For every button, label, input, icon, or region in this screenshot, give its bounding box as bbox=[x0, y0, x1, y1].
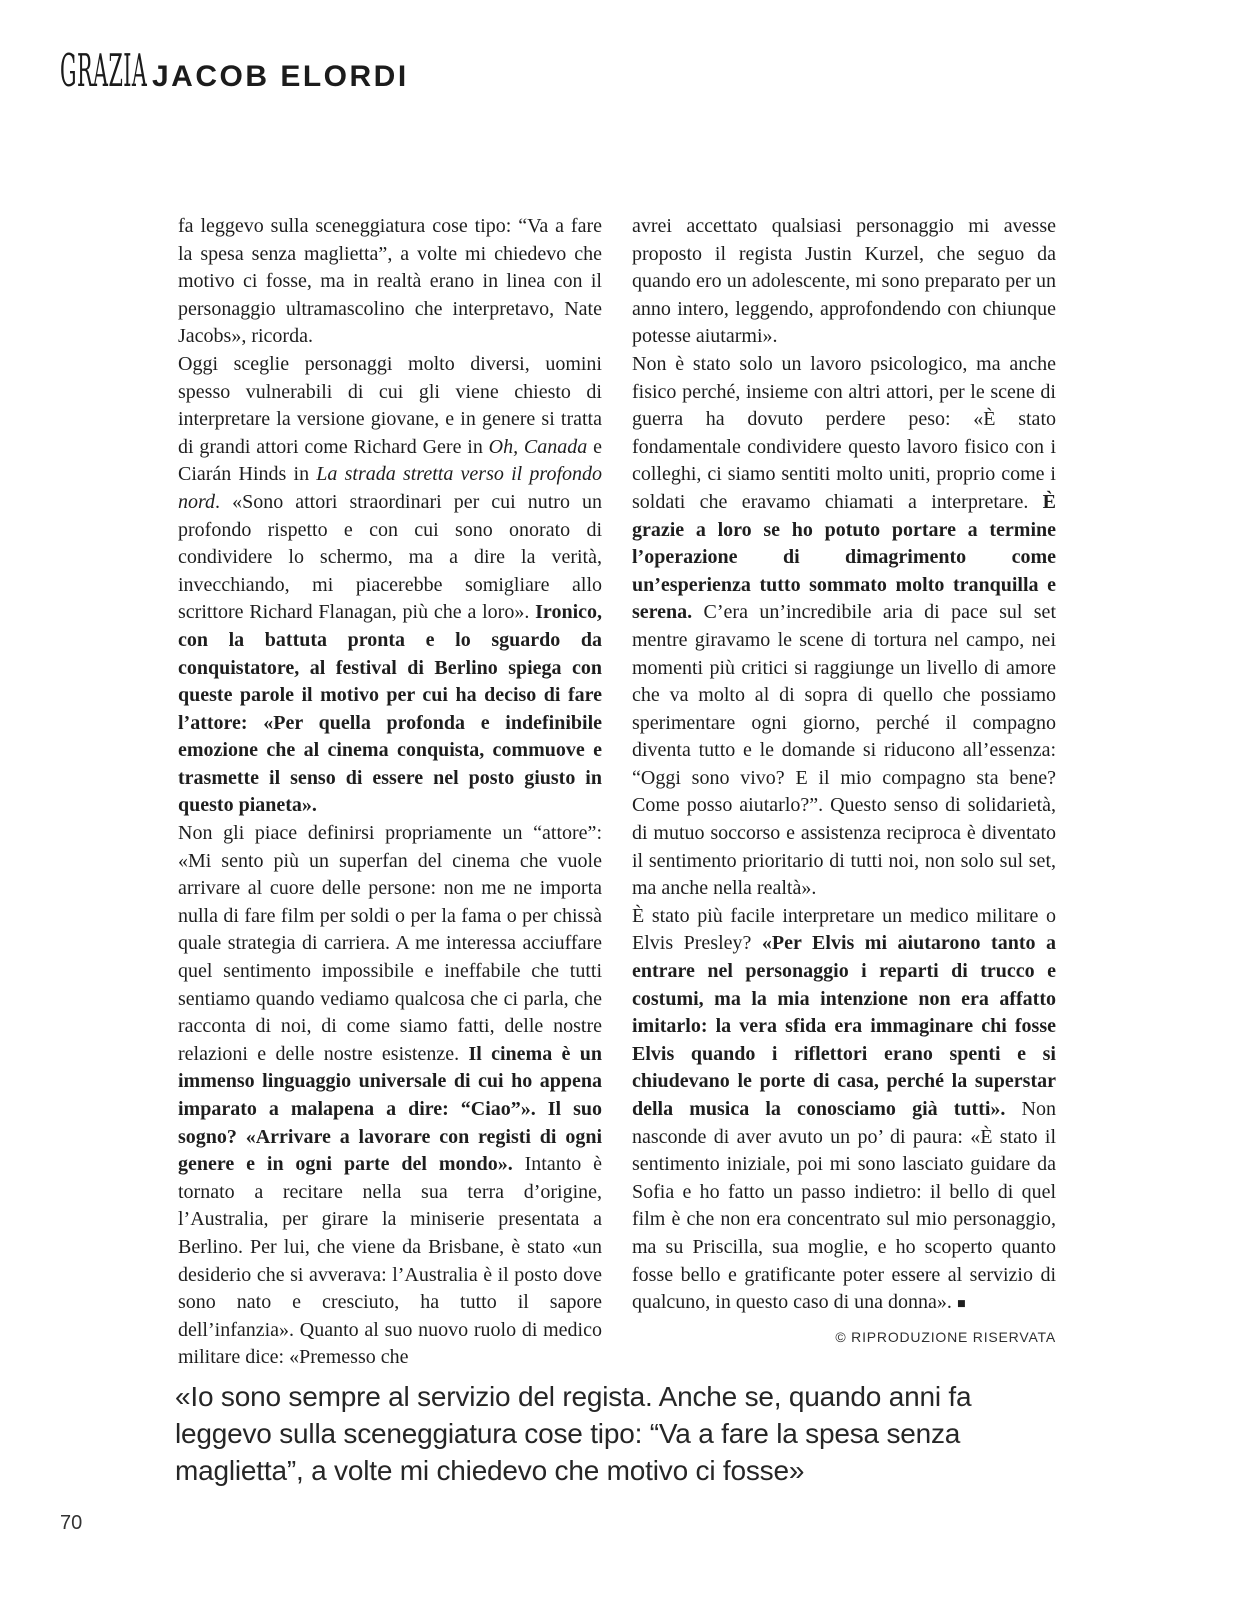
text-run-regular: È stato più facile interpretare un medico militare o Elvis Presley? bbox=[632, 904, 1056, 955]
pull-quote: «Io sono sempre al servizio del regista. Anche se, quando anni fa leggevo sulla sceneggiatura cose tipo: “Va a fare la spesa senza maglietta”, a volte mi chiedevo che motivo ci fosse» bbox=[175, 1381, 972, 1486]
text-run-regular: Intanto è tornato a recitare nella sua terra d’origine, l’Australia, per girare la miniserie presentata a Berlino. Per lui, che viene da Brisbane, è stato «un desiderio che si avverava: l’Australia è il posto dove sono nato e cresciuto, ha tutto il sapore dell’infanzia». Quanto al suo nuovo ruolo di medico militare dice: «Premesso che bbox=[178, 1153, 602, 1369]
text-run-bold: Il cinema è un immenso linguaggio universale di cui ho appena imparato a malapena a dire: “Ciao”». Il suo sogno? «Arrivare a lavorare con registi di ogni genere e in ogni parte del mondo». bbox=[178, 1042, 602, 1176]
page-title: JACOB ELORDI bbox=[152, 60, 409, 93]
article-column-left bbox=[178, 213, 602, 1372]
article-column-right-paragraphs bbox=[632, 213, 1056, 1319]
text-run-regular: avrei accettato qualsiasi personaggio mi avesse proposto il regista Justin Kurzel, che seguo da quando ero un adolescente, mi sono preparato per un anno intero, leggendo, approfondendo con chiunque potesse aiutarmi». bbox=[632, 215, 1056, 348]
text-run-italic: Oh, Canada bbox=[488, 435, 588, 458]
text-run-regular: Non gli piace definirsi propriamente un “attore”: «Mi sento più un superfan del cinema che vuole arrivare al cuore delle persone: non me ne importa nulla di fare film per soldi o per la fama o per chissà quale strategia di carriera. A me interessa acciuffare quel sentimento impossibile e ineffabile che tutti sentiamo quando vediamo qualcosa che ci parla, che racconta di noi, di come siamo fatti, delle nostre relazioni e delle nostre esistenze. bbox=[178, 822, 602, 1065]
article-column-right bbox=[632, 213, 1056, 1351]
page-number: 70 bbox=[60, 1512, 83, 1534]
copyright-notice: © RIPRODUZIONE RISERVATA bbox=[835, 1328, 1056, 1345]
text-run-regular: C’era un’incredibile aria di pace sul set mentre giravamo le scene di tortura nel campo, nei momenti più critici si raggiunge un livello di amore che va molto al di sopra di quello che possiamo sperimentare ogni giorno, perché il compagno diventa tutto e le domande si riducono all’essenza: “Oggi sono vivo? E il mio compagno sta bene? Come posso aiutarlo?”. Questo senso di solidarietà, di mutuo soccorso e assistenza reciproca è diventato il sentimento prioritario di tutti noi, non solo sul set, ma anche nella realtà». bbox=[632, 601, 1056, 900]
text-run-italic: La strada stretta verso il profondo nord bbox=[178, 463, 602, 513]
text-run-bold: «Per Elvis mi aiutarono tanto a entrare nel personaggio i reparti di trucco e costumi, ma la mia intenzione non era affatto imitarlo: la vera sfida era immaginare chi fosse Elvis quando i riflettori erano spenti e si chiudevano le porte di casa, perché la superstar della musica la conosciamo già tutti». bbox=[632, 932, 1057, 1120]
article-paragraph bbox=[632, 903, 1056, 1319]
article-paragraph bbox=[178, 351, 602, 820]
text-run-bold: È grazie a loro se ho potuto portare a termine l’operazione di dimagrimento come un’esperienza tutto sommato molto tranquilla e serena. bbox=[632, 490, 1056, 624]
text-run-bold: Ironico, con la battuta pronta e lo sguardo da conquistatore, al festival di Berlino spiega con queste parole il motivo per cui ha deciso di fare l’attore: «Per quella profonda e indefinibile emozione che al cinema conquista, commuove e trasmette il senso di essere nel posto giusto in questo pianeta». bbox=[178, 601, 602, 817]
text-run-marker: ■ bbox=[956, 1296, 966, 1313]
text-run-regular: e Ciarán Hinds in bbox=[178, 435, 602, 486]
article-paragraph bbox=[632, 213, 1056, 351]
page-header bbox=[60, 44, 409, 97]
grazia-logo: GRAZIA bbox=[60, 44, 148, 97]
article-paragraph bbox=[178, 213, 602, 351]
article-paragraph bbox=[178, 820, 602, 1372]
text-run-regular: Oggi sceglie personaggi molto diversi, uomini spesso vulnerabili di cui gli viene chiesto di interpretare la versione giovane, e in genere si tratta di grandi attori come Richard Gere in bbox=[178, 352, 602, 458]
text-run-regular: Non nasconde di aver avuto un po’ di paura: «È stato il sentimento iniziale, poi mi sono lasciato guidare da Sofia e ho fatto un passo indietro: il bello di quel film è che non era concentrato sul mio personaggio, ma su Priscilla, sua moglie, e ho scoperto quanto fosse bello e gratificante poter essere al servizio di qualcuno, in questo caso di una donna». bbox=[632, 1098, 1056, 1314]
article-paragraph bbox=[632, 351, 1056, 903]
text-run-regular: . «Sono attori straordinari per cui nutro un profondo rispetto e con cui sono onorato di condividere lo schermo, ma a dire la verità, invecchiando, mi piacerebbe somigliare allo scrittore Richard Flanagan, più che a loro». bbox=[178, 490, 602, 624]
article-column-left-paragraphs bbox=[178, 213, 602, 1372]
text-run-regular: Non è stato solo un lavoro psicologico, ma anche fisico perché, insieme con altri attori, per le scene di guerra ha dovuto perdere peso: «È stato fondamentale condividere questo lavoro fisico con i colleghi, ci siamo sentiti molto uniti, proprio come i soldati che eravamo chiamati a interpretare. bbox=[632, 352, 1056, 513]
text-run-regular: fa leggevo sulla sceneggiatura cose tipo: “Va a fare la spesa senza maglietta”, a volte mi chiedevo che motivo ci fosse, ma in realtà erano in linea con il personaggio ultramascolino che interpretavo, Nate Jacobs», ricorda. bbox=[178, 215, 602, 348]
